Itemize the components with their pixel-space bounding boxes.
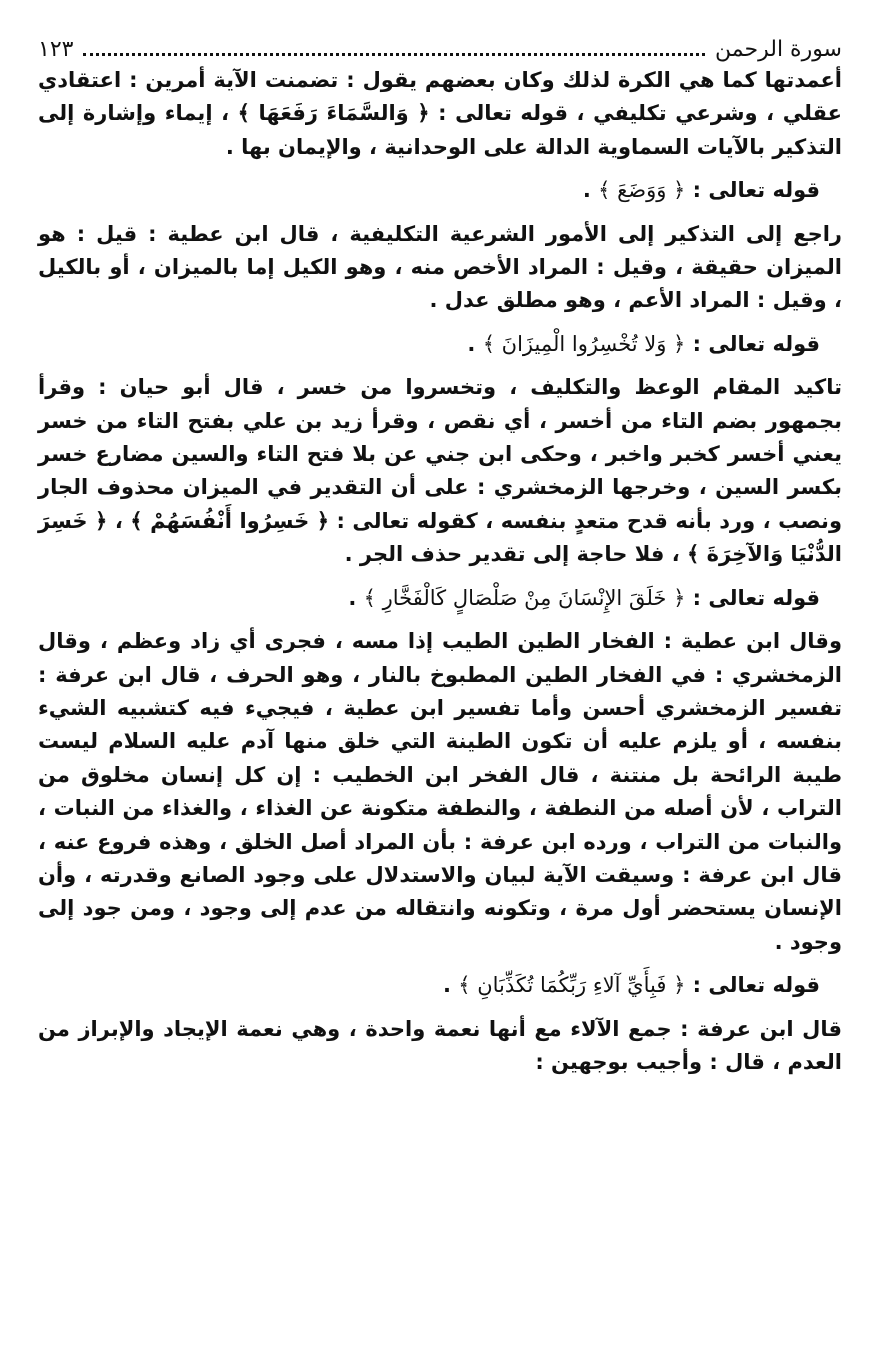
page-body xyxy=(38,64,842,1079)
book-page xyxy=(38,28,842,1328)
running-header xyxy=(38,28,842,64)
commentary-paragraph: قال ابن عرفة : جمع الآلاء مع أنها نعمة واحدة ، وهي نعمة الإيجاد والإبراز من العدم ، قال : وأجيب بوجهين : xyxy=(38,1016,842,1074)
verse-quote xyxy=(38,969,842,1002)
paragraph-gap xyxy=(38,164,842,174)
verse-quote xyxy=(38,174,842,207)
verse-text: ﴿ خَلَقَ الإِنْسَانَ مِنْ صَلْصَالٍ كَالْفَخَّارِ ﴾ xyxy=(363,585,686,610)
paragraph-gap xyxy=(38,959,842,969)
verse-text: ﴿ وَوَضَعَ ﴾ xyxy=(598,178,686,203)
paragraph-gap xyxy=(38,615,842,625)
paragraph-gap xyxy=(38,572,842,582)
verse-text: ﴿ وَلا تُخْسِرُوا الْمِيزَانَ ﴾ xyxy=(482,331,686,356)
page-number: ١٢٣ xyxy=(38,36,77,64)
verse-tail: . xyxy=(582,178,599,203)
paragraph-gap xyxy=(38,1003,842,1013)
verse-lead: قوله تعالى : xyxy=(685,973,820,998)
surah-title: سورة الرحمن xyxy=(711,36,842,64)
paragraph-gap xyxy=(38,361,842,371)
commentary-paragraph: تاكيد المقام الوعظ والتكليف ، وتخسروا من خسر ، قال أبو حيان : وقرأ بجمهور بضم التاء من أخسر ، أي نقص ، وقرأ زيد بن علي بفتح التاء من خسر يعني أخسر كخبر واخبر ، وحكى ابن جني عن بلا فتح التاء والسين مضارع خسر بكسر السين ، وخرجها الزمخشري : على أن التقدير في الميزان محذوف الجار ونصب ، ورد بأنه قدح متعدٍ بنفسه ، كقوله تعالى : ﴿ خَسِرُوا أَنْفُسَهُمْ ﴾ ، ﴿ خَسِرَ الدُّنْيَا وَالآخِرَةَ ﴾ ، فلا حاجة إلى تقدير حذف الجر . xyxy=(38,375,842,567)
commentary-paragraph: وقال ابن عطية : الفخار الطين الطيب إذا مسه ، فجرى أي زاد وعظم ، وقال الزمخشري : في الفخار الطين المطبوخ بالنار ، وهو الحرف ، قال ابن عرفة : تفسير الزمخشري أحسن وأما تفسير ابن عطية ، فيجيء فيه كتشبيه الشيء بنفسه ، أو يلزم عليه أن تكون الطينة التي خلق منها آدم عليه السلام ليست طيبة الرائحة بل منتنة ، قال الفخر ابن الخطيب : إن كل إنسان مخلوق من التراب ، لأن أصله من النطفة ، والنطفة متكونة عن الغذاء ، والغذاء من النبات ، والنبات من التراب ، ورده ابن عرفة : بأن المراد أصل الخلق ، وهذه فروع عنه ، قال ابن عرفة : وسيقت الآية لبيان والاستدلال على وجود الصانع وقدرته ، وأن الإنسان يستحضر أول مرة ، وتكونه وانتقاله من عدم إلى وجود ، ومن جود إلى وجود . xyxy=(38,629,842,954)
verse-lead: قوله تعالى : xyxy=(685,178,820,203)
verse-tail: . xyxy=(442,973,459,998)
verse-quote xyxy=(38,582,842,615)
commentary-paragraph: راجع إلى التذكير إلى الأمور الشرعية التكليفية ، قال ابن عطية : قيل : هو الميزان حقيقة ، وقيل : المراد الأخص منه ، وهو الكيل إما بالميزان ، أو بالكيل ، وقيل : المراد الأعم ، وهو مطلق عدل . xyxy=(38,221,842,313)
verse-tail: . xyxy=(467,331,483,356)
verse-lead: قوله تعالى : xyxy=(685,331,820,356)
paragraph-gap xyxy=(38,318,842,328)
verse-tail: . xyxy=(348,585,364,610)
verse-text: ﴿ فَبِأَيِّ آلاءِ رَبِّكُمَا تُكَذِّبَانِ ﴾ xyxy=(458,973,686,998)
paragraph-gap xyxy=(38,208,842,218)
verse-lead: قوله تعالى : xyxy=(685,585,820,610)
verse-quote xyxy=(38,328,842,361)
header-dotted-leader xyxy=(83,53,705,56)
commentary-paragraph: أعمدتها كما هي الكرة لذلك وكان بعضهم يقول : تضمنت الآية أمرين : اعتقادي عقلي ، وشرعي تكليفي ، قوله تعالى : ﴿ وَالسَّمَاءَ رَفَعَهَا ﴾ ، إيماء وإشارة إلى التذكير بالآيات السماوية الدالة على الوحدانية ، والإيمان بها . xyxy=(38,68,842,159)
